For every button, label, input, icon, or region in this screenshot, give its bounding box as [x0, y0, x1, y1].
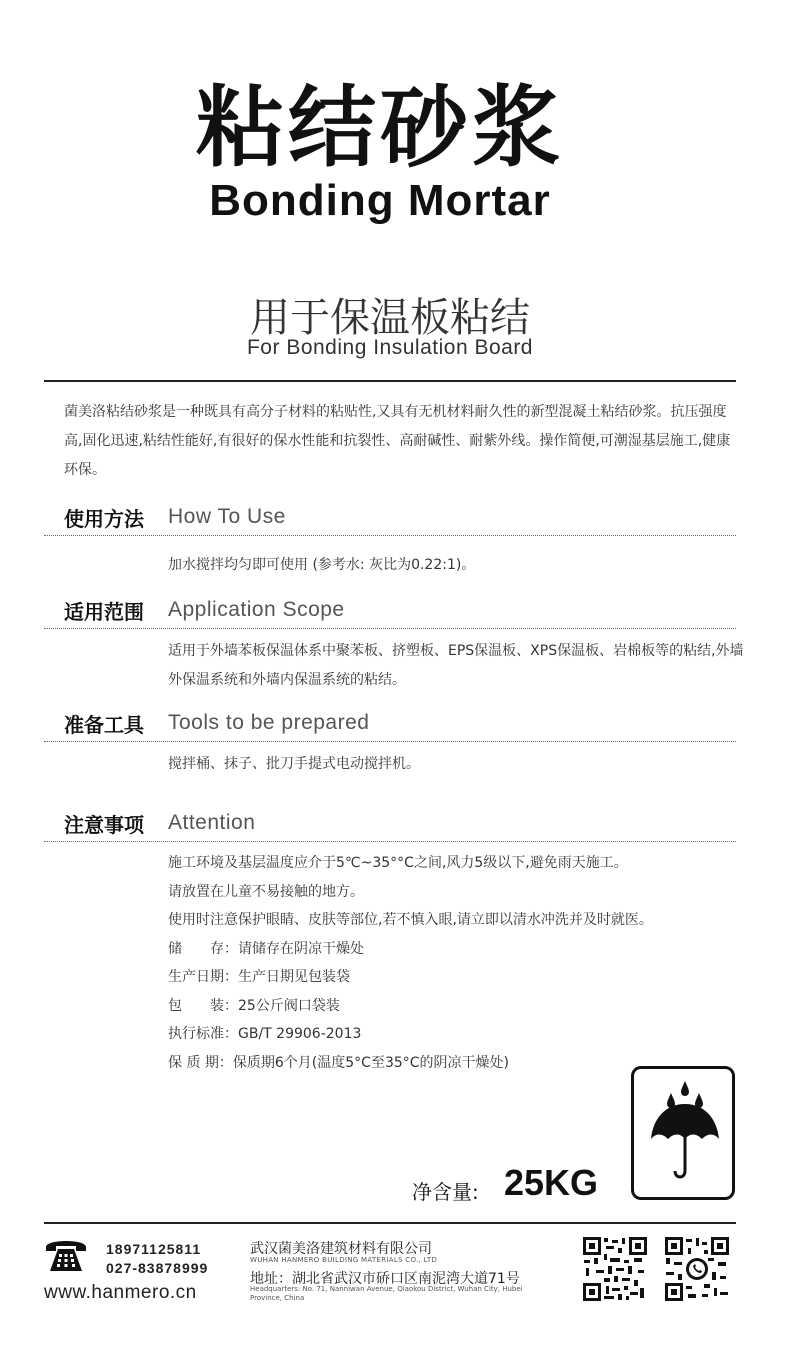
- product-description: 菌美洛粘结砂浆是一种既具有高分子材料的粘贴性,又具有无机材料耐久性的新型混凝土粘结砂浆。抗压强度高,固化迅速,粘结性能好,有很好的保水性能和抗裂性、高耐碱性、耐紫外线。操作简便,可潮湿基层施工,健康环保。: [64, 404, 731, 478]
- attention-item: 使用时注意保护眼睛、皮肤等部位,若不慎入眼,请立即以清水冲洗并及时就医。: [168, 912, 653, 928]
- attention-list: [168, 849, 744, 1077]
- net-content-label: 净含量:: [412, 1180, 479, 1204]
- section-title-scope-en: Application Scope: [168, 598, 345, 621]
- company-name-en: WUHAN HANMERO BUILDING MATERIALS CO., LTD: [250, 1256, 438, 1264]
- section-title-how-to-use-en: How To Use: [168, 505, 286, 528]
- telephone-icon: [44, 1235, 88, 1275]
- packaging-info: 包 装：25公斤阀口袋装: [168, 997, 340, 1014]
- section-title-scope-cn: 适用范围: [64, 600, 144, 624]
- section-divider: [44, 741, 736, 742]
- website-url: www.hanmero.cn: [44, 1282, 197, 1303]
- production-date-info: 生产日期：生产日期见包装袋: [168, 969, 350, 985]
- section-title-tools-en: Tools to be prepared: [168, 711, 370, 734]
- qr-code-icon: [582, 1236, 648, 1302]
- tools-text: 搅拌桶、抹子、批刀手提式电动搅拌机。: [168, 756, 420, 772]
- how-to-use-text: 加水搅拌均匀即可使用 (参考水: 灰比为0.22:1)。: [168, 557, 476, 573]
- standard-info: 执行标准：GB/T 29906-2013: [168, 1026, 362, 1042]
- section-title-attention-en: Attention: [168, 811, 256, 834]
- phone-number-mobile: 18971125811: [106, 1241, 202, 1257]
- section-title-how-to-use-cn: 使用方法: [64, 507, 144, 531]
- attention-item: 施工环境及基层温度应介于5℃~35°°C之间,风力5级以下,避免雨天施工。: [168, 855, 628, 871]
- address-cn: 地址：湖北省武汉市硚口区南泥湾大道71号: [250, 1271, 520, 1287]
- storage-info: 储 存：请储存在阴凉干燥处: [168, 940, 364, 957]
- product-subtitle-cn: 用于保温板粘结: [250, 295, 530, 341]
- address-en: Headquarters: No. 71, Nanniwan Avenue, Qiaokou District, Wuhan City, Hubei Province, China: [250, 1285, 523, 1302]
- section-divider: [44, 628, 736, 629]
- attention-item: 请放置在儿童不易接触的地方。: [168, 883, 364, 900]
- net-content-value: 25KG: [504, 1162, 599, 1203]
- section-title-attention-cn: 注意事项: [64, 813, 144, 837]
- phone-number-landline: 027-83878999: [106, 1260, 209, 1276]
- wechat-qr-code-icon: [664, 1236, 730, 1302]
- header-divider: [44, 380, 736, 382]
- company-name-cn: 武汉菌美洛建筑材料有限公司: [250, 1241, 432, 1257]
- product-subtitle-en: For Bonding Insulation Board: [246, 336, 533, 359]
- shelf-life-info: 保 质 期：保质期6个月(温度5°C至35°C的阴凉干燥处): [168, 1054, 510, 1071]
- keep-dry-umbrella-icon: [631, 1066, 735, 1200]
- section-divider: [44, 841, 736, 842]
- product-title-en: Bonding Mortar: [209, 176, 551, 225]
- footer-divider: [44, 1222, 736, 1224]
- section-divider: [44, 535, 736, 536]
- scope-text: 适用于外墙苯板保温体系中聚苯板、挤塑板、EPS保温板、XPS保温板、岩棉板等的粘结,外墙外保温系统和外墙内保温系统的粘结。: [168, 643, 744, 688]
- section-title-tools-cn: 准备工具: [64, 713, 144, 737]
- product-title-cn: 粘结砂浆: [195, 76, 564, 179]
